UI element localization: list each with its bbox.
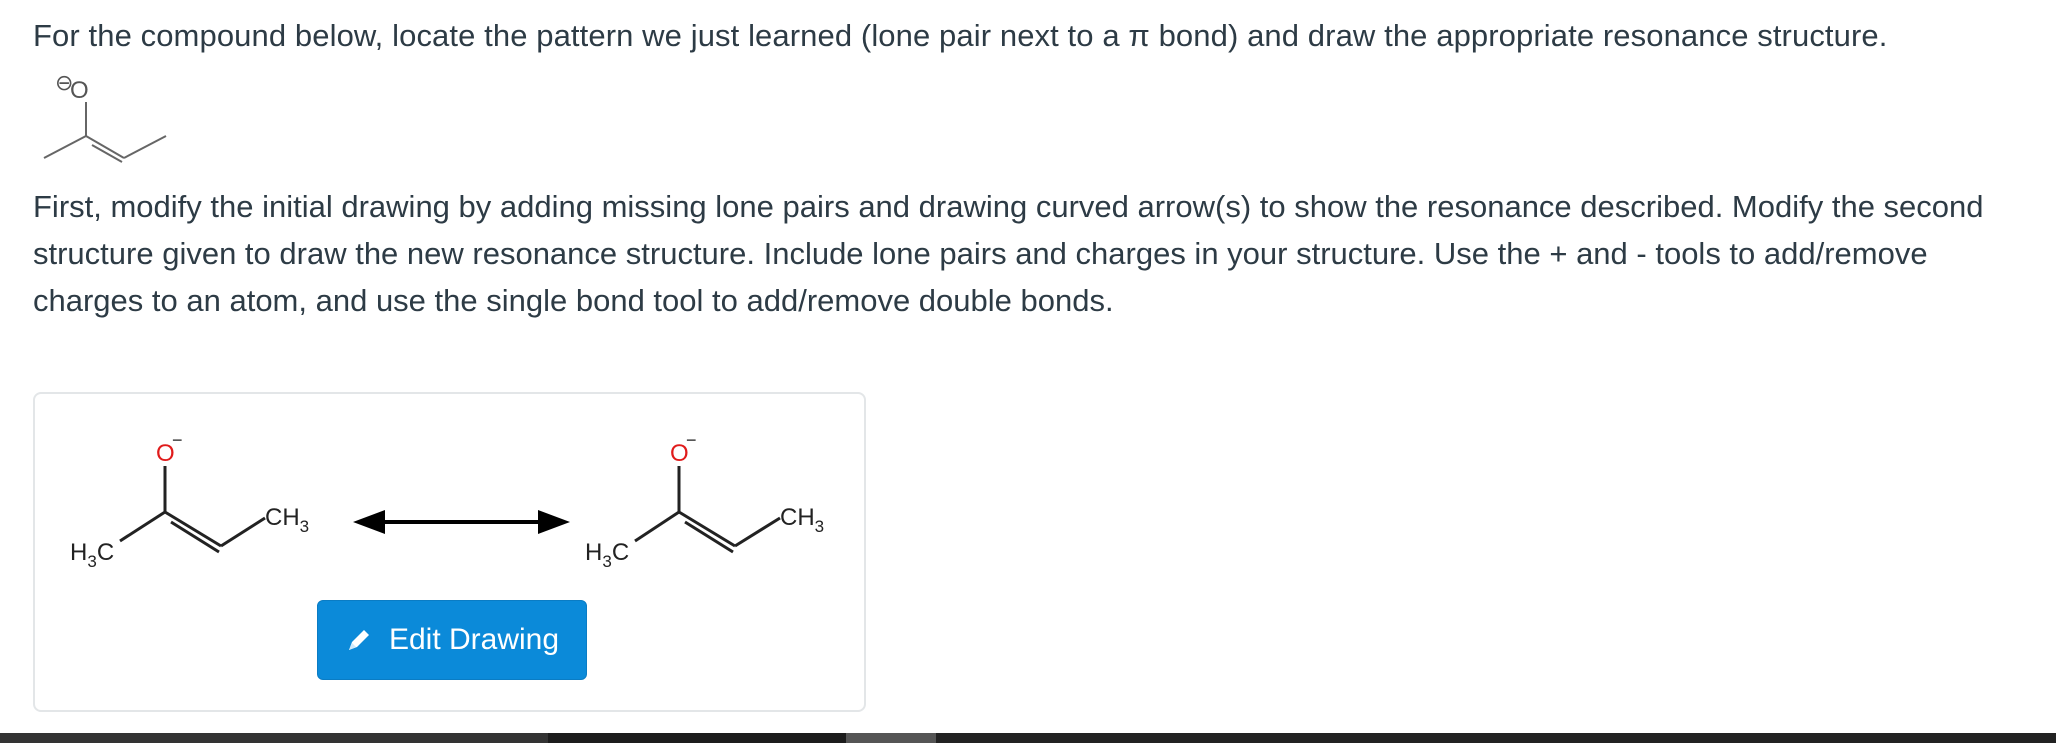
structure-2-left-methyl: $H_3C$ <box>585 539 630 571</box>
scrollbar-segment-mid <box>548 733 846 743</box>
prompt-molecule <box>40 66 180 170</box>
structure-1-double-bond-a <box>165 512 221 546</box>
structure-2 <box>585 430 824 571</box>
structure-1-right-bond <box>221 518 265 546</box>
structure-2-right-methyl: $CH_3$ <box>780 504 825 536</box>
instructions-paragraph: First, modify the initial drawing by adding missing lone pairs and drawing curved arrow(s) to show the resonance described. Modify the second structure given to draw the new resonance structure. Include lone pairs and charges in your structure. Use the + and - tools to add/remove charges to an atom, and use the single bond tool to add/remove double bonds. <box>33 189 1984 318</box>
small-charge-symbol: ⊖ <box>55 71 74 96</box>
structure-2-left-bond <box>635 512 679 541</box>
small-double-bond-a <box>86 136 124 158</box>
structure-2-double-bond-b <box>685 522 733 552</box>
structure-2-double-bond-a <box>679 512 735 546</box>
structure-1-oxygen: O <box>156 440 175 467</box>
scrollbar-segment-left <box>0 733 548 743</box>
drawing-panel <box>33 392 866 712</box>
structure-2-oxygen-charge: − <box>686 430 697 450</box>
scrollbar-thumb[interactable] <box>846 733 936 743</box>
small-right-bond <box>124 136 166 158</box>
structure-2-oxygen: O <box>670 440 689 467</box>
structure-1-right-methyl: $CH_3$ <box>265 504 310 536</box>
edit-drawing-label: Edit Drawing <box>388 623 560 656</box>
small-left-bond <box>44 136 86 158</box>
edit-drawing-button[interactable] <box>317 600 587 680</box>
bottom-scrollbar[interactable] <box>0 733 2056 743</box>
structure-1 <box>70 430 309 571</box>
scrollbar-segment-right <box>936 733 2056 743</box>
structure-1-left-methyl: $H_3C$ <box>70 539 115 571</box>
structure-1-oxygen-charge: − <box>172 430 183 450</box>
resonance-structures <box>35 394 868 594</box>
arrow-head-left <box>353 510 385 534</box>
structure-1-left-bond <box>120 512 165 541</box>
structure-1-double-bond-b <box>171 522 219 552</box>
resonance-arrow <box>353 510 570 534</box>
pencil-icon <box>345 626 373 654</box>
structure-2-right-bond <box>735 518 780 546</box>
small-oxygen-label: O <box>70 77 89 104</box>
instructions-text <box>33 183 2033 324</box>
question-prompt: For the compound below, locate the pattern we just learned (lone pair next to a π bond) and draw the appropriate resonance structure. <box>33 18 1888 53</box>
arrow-head-right <box>538 510 570 534</box>
